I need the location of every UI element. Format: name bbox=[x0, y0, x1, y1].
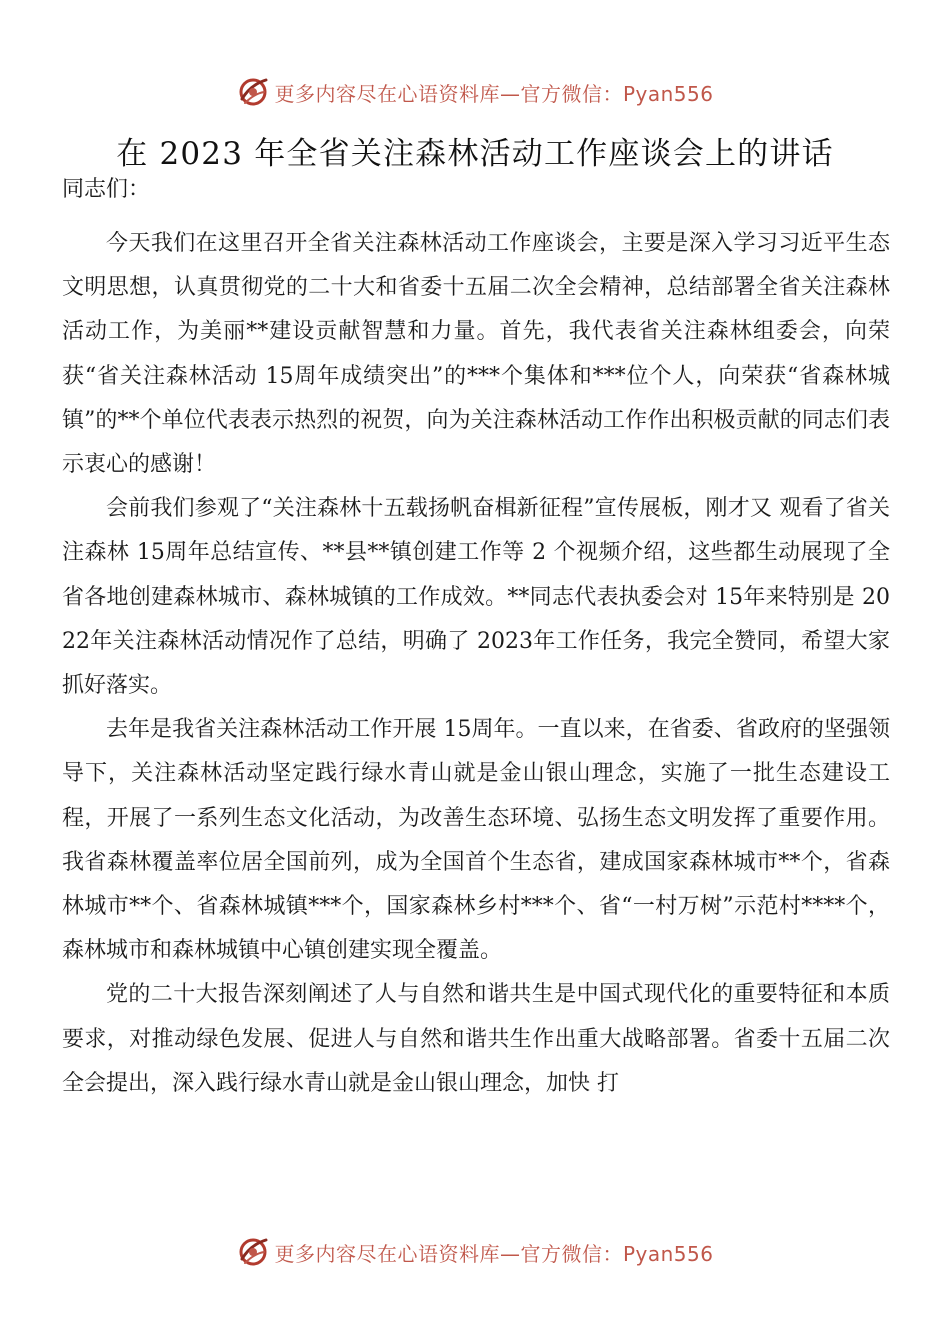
speech-body bbox=[62, 222, 890, 1106]
document-title: 在 2023 年全省关注森林活动工作座谈会上的讲话 bbox=[116, 136, 834, 172]
paragraph-3: 去年是我省关注森林活动工作开展 15周年。一直以来，在省委、省政府的坚强领导下，关注森林活动坚定践行绿水青山就是金山银山理念，实施了一批生态建设工程，开展了一系列生态文化活动，为改善生态环境、弘扬生态文明发挥了重要作用。我省森林覆盖率位居全国前列，成为全国首个生态省，建成国家森林城市**个，省森林城市**个、省森林城镇***个，国家森林乡村***个、省“一村万树”示范村****个，森林城市和森林城镇中心镇创建实现全覆盖。 bbox=[62, 717, 890, 964]
paragraph-4: 党的二十大报告深刻阐述了人与自然和谐共生是中国式现代化的重要特征和本质要求，对推动绿色发展、促进人与自然和谐共生作出重大战略部署。省委十五届二次全会提出，深入践行绿水青山就是金山银山理念，加快 打 bbox=[62, 982, 890, 1096]
paragraph-2: 会前我们参观了“关注森林十五载扬帆奋楫新征程”宣传展板，刚才又 观看了省关注森林 15周年总结宣传、**县**镇创建工作等 2 个视频介绍，这些都生动展现了全省各地创建森林城市、森林城镇的工作成效。**同志代表执委会对 15年来特别是 2022年关注森林活动情况作了总结，明确了 2023年工作任务，我完全赞同，希望大家抓好落实。 bbox=[62, 496, 890, 699]
header-banner-text: 更多内容尽在心语资料库—官方微信：Pyan556 bbox=[274, 81, 714, 106]
footer-banner-text: 更多内容尽在心语资料库—官方微信：Pyan556 bbox=[274, 1241, 714, 1266]
brush-circle-logo-icon bbox=[236, 1235, 270, 1269]
footer-banner bbox=[0, 1232, 950, 1272]
greeting: 同志们： bbox=[62, 177, 151, 202]
paragraph-1: 今天我们在这里召开全省关注森林活动工作座谈会，主要是深入学习习近平生态文明思想，认真贯彻党的二十大和省委十五届二次全会精神，总结部署全省关注森林活动工作，为美丽**建设贡献智慧和力量。首先，我代表省关注森林组委会，向荣获“省关注森林活动 15周年成绩突出”的***个集体和***位个人，向荣获“省森林城镇”的**个单位代表表示热烈的祝贺，向为关注森林活动工作作出积极贡献的同志们表示衷心的感谢！ bbox=[62, 231, 890, 478]
brush-circle-logo-icon bbox=[236, 75, 270, 109]
header-banner bbox=[0, 72, 950, 112]
